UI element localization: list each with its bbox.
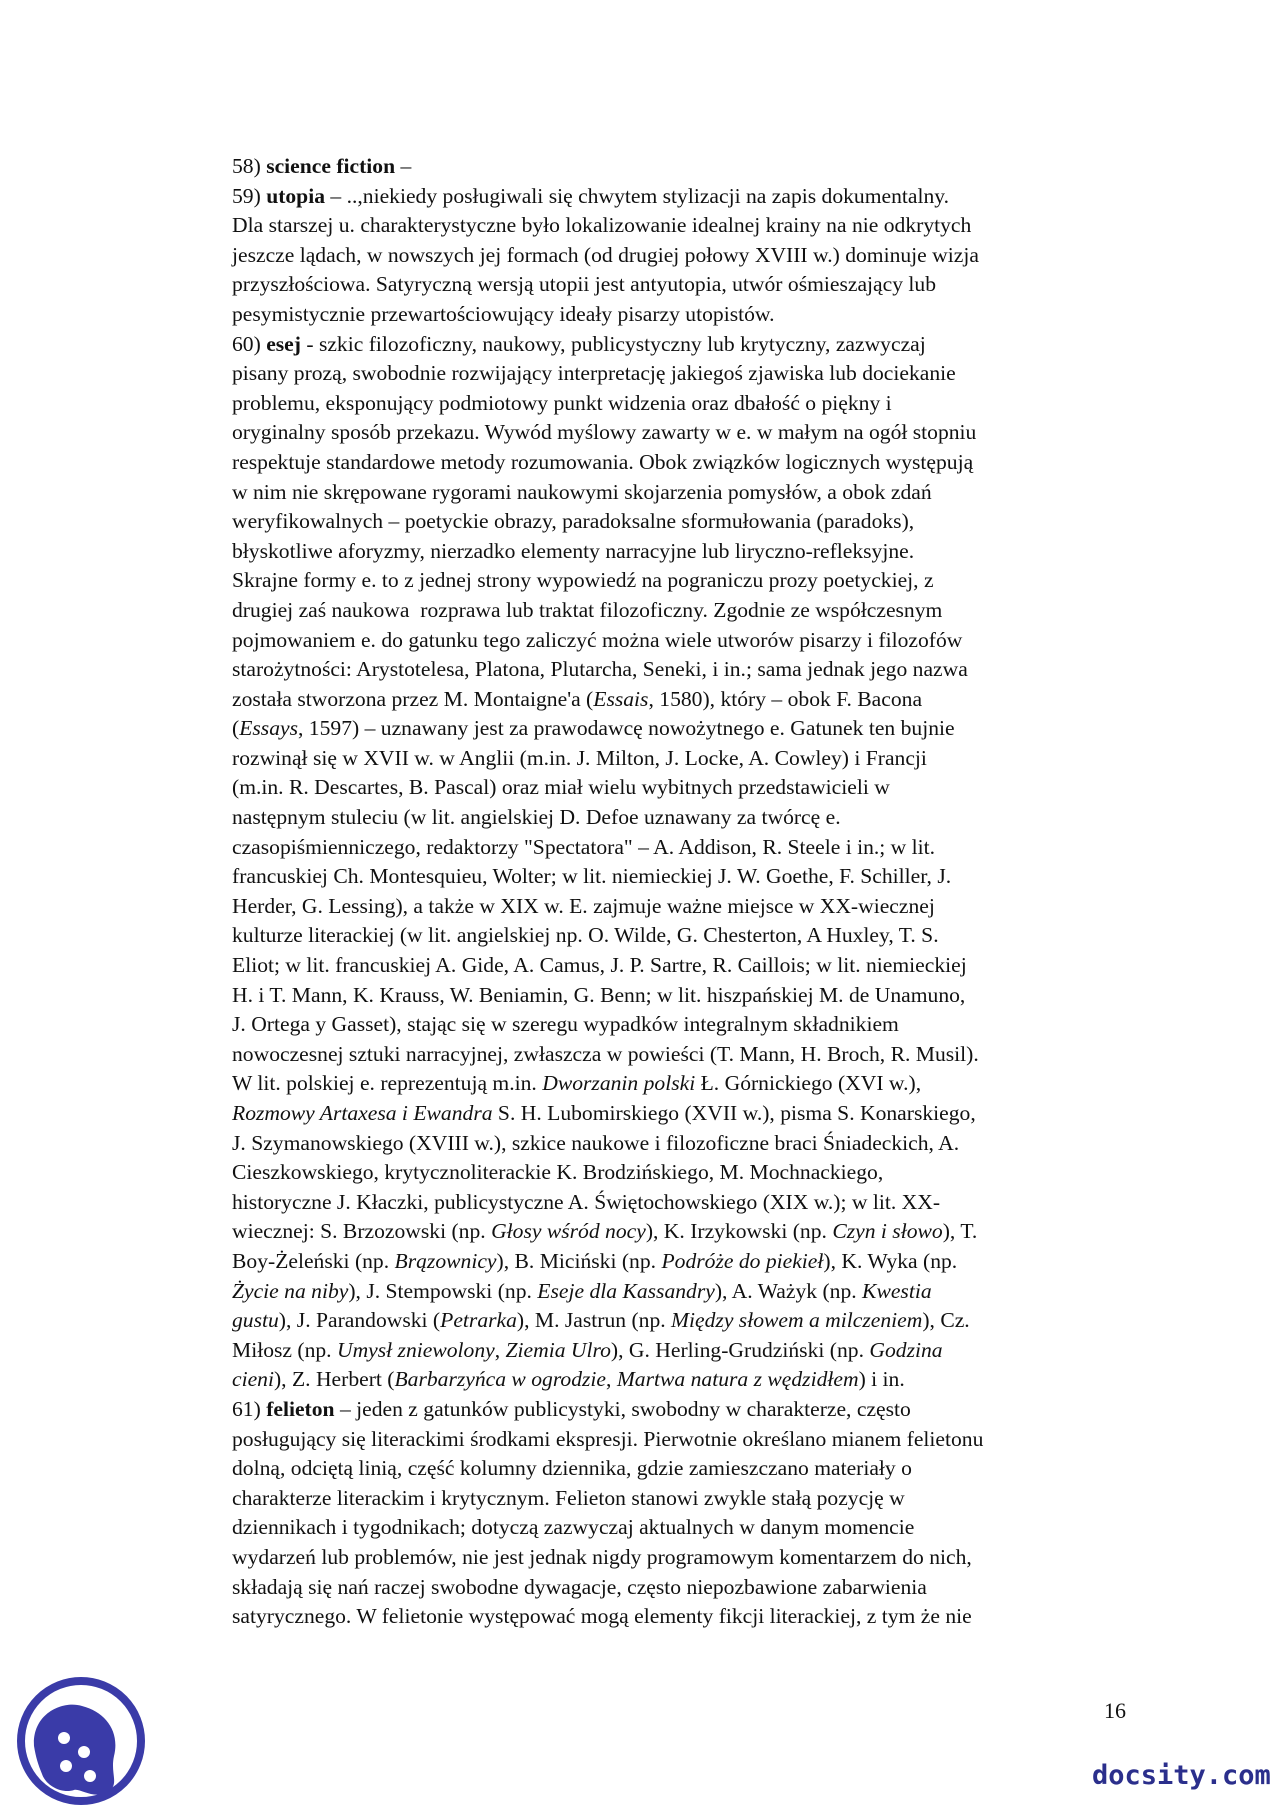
text-line [232, 1573, 1132, 1603]
italic-title: cieni [232, 1367, 274, 1392]
text-line [232, 951, 1132, 981]
text-run: ), K. Irzykowski (np. [645, 1219, 833, 1244]
text-run: składają się nań raczej swobodne dywagacje, często niepozbawione zabarwienia [232, 1574, 927, 1599]
text-run: problemu, eksponujący podmiotowy punkt widzenia oraz dbałość o piękny i [232, 390, 892, 415]
docsity-logo-icon[interactable] [16, 1676, 146, 1806]
text-run: 58) [232, 154, 267, 178]
text-run: drugiej zaś naukowa rozprawa lub traktat filozoficzny. Zgodnie ze współczesnym [232, 597, 943, 622]
text-line [232, 1513, 1132, 1543]
italic-title: Eseje dla Kassandry [537, 1278, 715, 1303]
text-run: , 1597) – uznawany jest za prawodawcę nowożytnego e. Gatunek ten bujnie [298, 716, 955, 741]
text-run: ), Z. Herbert ( [273, 1367, 395, 1392]
text-run: charakterze literackim i krytycznym. Felieton stanowi zwykle stałą pozycję w [232, 1485, 905, 1510]
italic-title: Godzina [869, 1337, 943, 1362]
text-line [232, 626, 1132, 656]
text-line [232, 1277, 1132, 1307]
text-line [232, 655, 1132, 685]
italic-title: Czyn i słowo [832, 1219, 943, 1244]
text-line [232, 1247, 1132, 1277]
text-run: Eliot; w lit. francuskiej A. Gide, A. Camus, J. P. Sartre, R. Caillois; w lit. niemieckiej [232, 953, 967, 978]
text-run: ), K. Wyka (np. [823, 1248, 958, 1273]
text-line [232, 1188, 1132, 1218]
text-run: wiecznej: S. Brzozowski (np. [232, 1219, 492, 1244]
text-run: ), Cz. [922, 1308, 970, 1333]
text-run: – jeden z gatunków publicystyki, swobodny w charakterze, często [334, 1396, 911, 1421]
text-run: 59) [232, 183, 267, 208]
text-run: starożytności: Arystotelesa, Platona, Plutarcha, Seneki, i in.; sama jednak jego nazwa [232, 657, 968, 682]
italic-title: gustu [232, 1308, 279, 1333]
text-run: W lit. polskiej e. reprezentują m.in. [232, 1071, 543, 1096]
italic-title: Między słowem a milczeniem [671, 1308, 923, 1333]
text-run: 61) [232, 1396, 267, 1421]
docsity-wordmark[interactable]: docsity.com [1092, 1760, 1271, 1791]
text-run: historyczne J. Kłaczki, publicystyczne A. Świętochowskiego (XIX w.); w lit. XX- [232, 1189, 941, 1214]
italic-title: Barbarzyńca w ogrodzie [394, 1367, 607, 1392]
text-line [232, 833, 1132, 863]
text-line [232, 566, 1132, 596]
text-run: satyrycznego. W felietonie występować mogą elementy fikcji literackiej, z tym że nie [232, 1604, 972, 1629]
italic-title: Rozmowy Artaxesa i Ewandra [232, 1101, 493, 1125]
term-heading: science fiction [266, 154, 396, 178]
text-line [232, 1010, 1132, 1040]
page-number: 16 [1104, 1698, 1126, 1723]
text-line [232, 359, 1132, 389]
text-run: Miłosz (np. [232, 1337, 337, 1362]
text-run: 60) [232, 331, 267, 356]
text-line [232, 1454, 1132, 1484]
text-run: oryginalny sposób przekazu. Wywód myślowy zawarty w e. w małym na ogół stopniu [232, 420, 977, 445]
text-run: rozwinął się w XVII w. w Anglii (m.in. J. Milton, J. Locke, A. Cowley) i Francji [232, 745, 927, 770]
text-run: ), J. Parandowski ( [278, 1308, 441, 1333]
text-run: posługujący się literackimi środkami ekspresji. Pierwotnie określano mianem felietonu [232, 1426, 984, 1451]
text-run: nowoczesnej sztuki narracyjnej, zwłaszcza w powieści (T. Mann, H. Broch, R. Musil). [232, 1041, 979, 1066]
italic-title: Życie na niby [232, 1278, 349, 1303]
text-run: francuskiej Ch. Montesquieu, Wolter; w lit. niemieckiej J. W. Goethe, F. Schiller, J. [232, 864, 952, 889]
text-run: Boy-Żeleński (np. [232, 1248, 395, 1273]
term-heading: utopia [266, 183, 325, 208]
text-run: , 1580), który – obok F. Bacona [648, 686, 923, 711]
text-run: kulturze literackiej (w lit. angielskiej np. O. Wilde, G. Chesterton, A Huxley, T. S. [232, 923, 939, 948]
text-run: respektuje standardowe metody rozumowania. Obok związków logicznych występują [232, 449, 974, 474]
text-run: ), M. Jastrun (np. [516, 1308, 672, 1333]
text-run: Cieszkowskiego, krytycznoliterackie K. Brodzińskiego, M. Mochnackiego, [232, 1160, 884, 1185]
text-run: Herder, G. Lessing), a także w XIX w. E. zajmuje ważne miejsce w XX-wiecznej [232, 893, 935, 918]
term-heading: felieton [266, 1396, 335, 1421]
text-line [232, 270, 1132, 300]
text-run: ), B. Miciński (np. [496, 1248, 662, 1273]
text-run: pesymistycznie przewartościowujący ideały pisarzy utopistów. [232, 301, 775, 326]
text-line [232, 389, 1132, 419]
text-run: Ł. Górnickiego (XVI w.), [695, 1071, 922, 1096]
text-line [232, 1602, 1132, 1632]
text-run: dziennikach i tygodnikach; dotyczą zazwyczaj aktualnych w danym momencie [232, 1515, 915, 1540]
text-run: J. Szymanowskiego (XVIII w.), szkice naukowe i filozoficzne braci Śniadeckich, A. [232, 1130, 960, 1155]
text-line [232, 1425, 1132, 1455]
italic-title: Głosy wśród nocy [491, 1219, 646, 1244]
italic-title: Podróże do piekieł [661, 1248, 824, 1273]
text-run: została stworzona przez M. Montaigne'a ( [232, 686, 594, 711]
text-line [232, 714, 1132, 744]
text-line [232, 537, 1132, 567]
text-line [232, 744, 1132, 774]
text-line [232, 182, 1132, 212]
text-line [232, 418, 1132, 448]
text-line [232, 241, 1132, 271]
text-run: w nim nie skrępowane rygorami naukowymi skojarzenia pomysłów, a obok zdań [232, 479, 932, 504]
text-run: ) i in. [858, 1367, 905, 1392]
text-line [232, 803, 1132, 833]
text-line [232, 1306, 1132, 1336]
text-run: weryfikowalnych – poetyckie obrazy, paradoksalne sformułowania (paradoks), [232, 509, 915, 534]
text-line [232, 448, 1132, 478]
text-line [232, 1543, 1132, 1573]
italic-title: Brązownicy [394, 1248, 497, 1273]
text-line [232, 478, 1132, 508]
text-line [232, 1040, 1132, 1070]
text-run: dolną, odciętą linią, część kolumny dziennika, gdzie zamieszczano materiały o [232, 1456, 912, 1481]
text-run: H. i T. Mann, K. Krauss, W. Beniamin, G. Benn; w lit. hiszpańskiej M. de Unamuno, [232, 982, 966, 1007]
italic-title: Petrarka [440, 1308, 517, 1333]
text-line [232, 773, 1132, 803]
text-run: Dla starszej u. charakterystyczne było lokalizowanie idealnej krainy na nie odkrytych [232, 213, 972, 238]
text-run: S. H. Lubomirskiego (XVII w.), pisma S. Konarskiego, [492, 1101, 976, 1125]
text-line [232, 1217, 1132, 1247]
text-run: jeszcze lądach, w nowszych jej formach (od drugiej połowy XVIII w.) dominuje wizja [232, 242, 979, 267]
text-line [232, 1158, 1132, 1188]
text-run: czasopiśmienniczego, redaktorzy "Spectatora" – A. Addison, R. Steele i in.; w lit. [232, 834, 936, 859]
italic-title: Ziemia Ulro [505, 1337, 611, 1362]
text-run: J. Ortega y Gasset), stając się w szeregu wypadków integralnym składnikiem [232, 1012, 899, 1037]
text-run: ), J. Stempowski (np. [348, 1278, 538, 1303]
text-line [232, 1336, 1132, 1366]
italic-title: Martwa natura z wędzidłem [616, 1367, 859, 1392]
italic-title: Umysł zniewolony [336, 1337, 495, 1362]
term-heading: esej [266, 331, 301, 356]
text-run: ), T. [942, 1219, 978, 1244]
text-line [232, 1365, 1132, 1395]
text-run: , [606, 1367, 617, 1392]
text-run: – ..,niekiedy posługiwali się chwytem stylizacji na zapis dokumentalny. [325, 183, 950, 208]
text-line [232, 921, 1132, 951]
italic-title: Essays [239, 716, 298, 741]
text-line [232, 152, 1132, 182]
text-line [232, 1129, 1132, 1159]
text-run: (m.in. R. Descartes, B. Pascal) oraz miał wielu wybitnych przedstawicieli w [232, 775, 890, 800]
text-run: pisany prozą, swobodnie rozwijający interpretację jakiegoś zjawiska lub dociekanie [232, 361, 956, 386]
text-run: - szkic filozoficzny, naukowy, publicystyczny lub krytyczny, zazwyczaj [300, 331, 926, 356]
text-run: ), G. Herling-Grudziński (np. [610, 1337, 870, 1362]
text-line [232, 330, 1132, 360]
text-run: następnym stuleciu (w lit. angielskiej D. Defoe uznawany za twórcę e. [232, 805, 841, 830]
text-run: , [494, 1337, 506, 1362]
text-run: błyskotliwe aforyzmy, nierzadko elementy narracyjne lub liryczno-refleksyjne. [232, 538, 915, 563]
text-run: Skrajne formy e. to z jednej strony wypowiedź na pograniczu prozy poetyckiej, z [232, 568, 934, 593]
text-line [232, 1395, 1132, 1425]
document-body [232, 152, 1132, 1632]
text-run: ), A. Ważyk (np. [714, 1278, 863, 1303]
text-run: – [395, 154, 412, 178]
text-line [232, 300, 1132, 330]
text-line [232, 507, 1132, 537]
text-line [232, 1099, 1132, 1129]
italic-title: Essais [593, 686, 649, 711]
text-run: przyszłościowa. Satyryczną wersją utopii jest antyutopia, utwór ośmieszający lub [232, 272, 937, 297]
text-run: wydarzeń lub problemów, nie jest jednak nigdy programowym komentarzem do nich, [232, 1544, 972, 1569]
text-line [232, 211, 1132, 241]
text-run: ( [232, 716, 240, 741]
text-run: pojmowaniem e. do gatunku tego zaliczyć można wiele utworów pisarzy i filozofów [232, 627, 963, 652]
text-line [232, 596, 1132, 626]
italic-title: Dworzanin polski [542, 1071, 696, 1096]
text-line [232, 685, 1132, 715]
text-line [232, 862, 1132, 892]
text-line [232, 892, 1132, 922]
text-line [232, 981, 1132, 1011]
text-line [232, 1069, 1132, 1099]
italic-title: Kwestia [862, 1278, 932, 1303]
text-line [232, 1484, 1132, 1514]
